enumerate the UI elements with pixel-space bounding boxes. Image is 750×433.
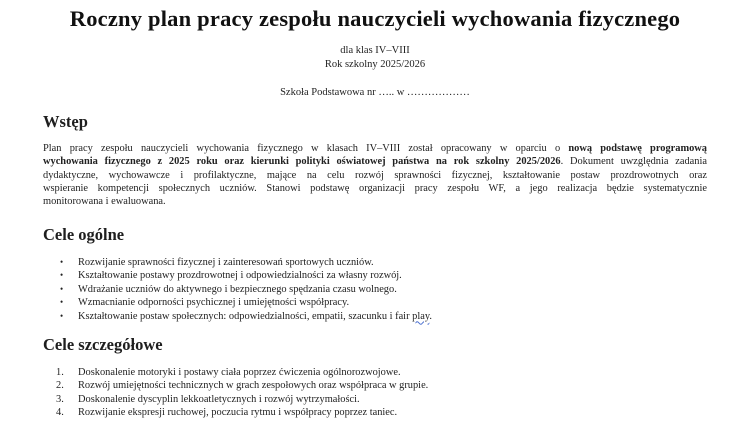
bullet-icon: • bbox=[60, 257, 64, 267]
list-item bbox=[43, 393, 428, 406]
section-heading-detailed-goals: Cele szczegółowe bbox=[43, 335, 163, 354]
section-heading-intro: Wstęp bbox=[43, 112, 88, 131]
list-item bbox=[43, 296, 432, 309]
intro-line-5: monitorowana i ewaluowana. bbox=[43, 196, 166, 208]
list-item bbox=[43, 256, 432, 269]
list-item bbox=[43, 283, 432, 296]
list-item-text: Kształtowanie postaw społecznych: odpowiedzialności, empatii, szacunku i fair bbox=[78, 310, 413, 322]
list-item-text: Wdrażanie uczniów do aktywnego i bezpiecznego spędzania czasu wolnego. bbox=[78, 283, 397, 295]
spellcheck-underlined-word[interactable]: play bbox=[412, 310, 430, 322]
list-item-text: Kształtowanie postawy prozdrowotnej i odpowiedzialności za własny rozwój. bbox=[78, 270, 402, 282]
intro-line-1 bbox=[43, 142, 707, 155]
detailed-goals-list bbox=[43, 366, 428, 420]
intro-line-4: wspieranie kompetencji społecznych uczniów. Stanowi podstawę organizacji pracy zespołu WF, a jego realizacja będzie systematycznie bbox=[43, 182, 707, 194]
intro-line-2 bbox=[43, 155, 707, 168]
bullet-icon: • bbox=[60, 270, 64, 281]
section-heading-general-goals: Cele ogólne bbox=[43, 225, 125, 244]
list-item bbox=[43, 366, 428, 379]
list-item bbox=[43, 406, 428, 419]
intro-bold-text: nową podstawę programową bbox=[568, 143, 707, 154]
bullet-icon: • bbox=[60, 283, 64, 294]
list-item bbox=[43, 310, 432, 323]
list-item-text: Rozwój umiejętności technicznych w grach zespołowych oraz współpraca w grupie. bbox=[78, 380, 429, 392]
intro-text: . Dokument uwzględnia zadania bbox=[560, 156, 707, 168]
list-item-text: Rozwijanie ekspresji ruchowej, poczucia rytmu i współpracy poprzez taniec. bbox=[78, 407, 398, 419]
list-number: 4. bbox=[56, 407, 64, 419]
intro-paragraph bbox=[43, 142, 707, 208]
intro-text: Plan pracy zespołu nauczycieli wychowania fizycznego w klasach IV–VIII został opracowany w oparciu o bbox=[43, 143, 569, 154]
list-item bbox=[43, 269, 432, 282]
list-item-text: Rozwijanie sprawności fizycznej i zainteresowań sportowych uczniów. bbox=[78, 257, 374, 268]
subtitle-school-year: Rok szkolny 2025/2026 bbox=[324, 59, 426, 70]
general-goals-list bbox=[43, 256, 432, 323]
list-item bbox=[43, 379, 428, 392]
document-title: Roczny plan pracy zespołu nauczycieli wychowania fizycznego bbox=[69, 6, 681, 31]
school-line: Szkoła Podstawowa nr ….. w ……………… bbox=[280, 87, 470, 98]
list-item-text: Doskonalenie dyscyplin lekkoatletycznych i rozwój wytrzymałości. bbox=[78, 393, 360, 405]
bullet-icon: • bbox=[60, 297, 64, 308]
list-item-end: . bbox=[429, 310, 432, 322]
list-item-text: Wzmacnianie odporności psychicznej i umiejętności współpracy. bbox=[78, 297, 350, 309]
list-number: 1. bbox=[56, 367, 64, 378]
intro-line-3: dydaktyczne, wychowawcze i profilaktyczne, mające na celu rozwój sprawności fizycznej, kształtowanie postaw prozdrowotnych oraz bbox=[43, 169, 707, 181]
subtitle-classes: dla klas IV–VIII bbox=[340, 45, 410, 56]
list-item-text: Doskonalenie motoryki i postawy ciała poprzez ćwiczenia ogólnorozwojowe. bbox=[78, 367, 401, 378]
list-number: 2. bbox=[56, 380, 64, 392]
intro-bold-text: wychowania fizycznego z 2025 roku oraz kierunki polityki oświatowej państwa na rok szkolny 2025/2026 bbox=[43, 156, 561, 168]
bullet-icon: • bbox=[60, 310, 64, 321]
list-number: 3. bbox=[56, 393, 64, 405]
